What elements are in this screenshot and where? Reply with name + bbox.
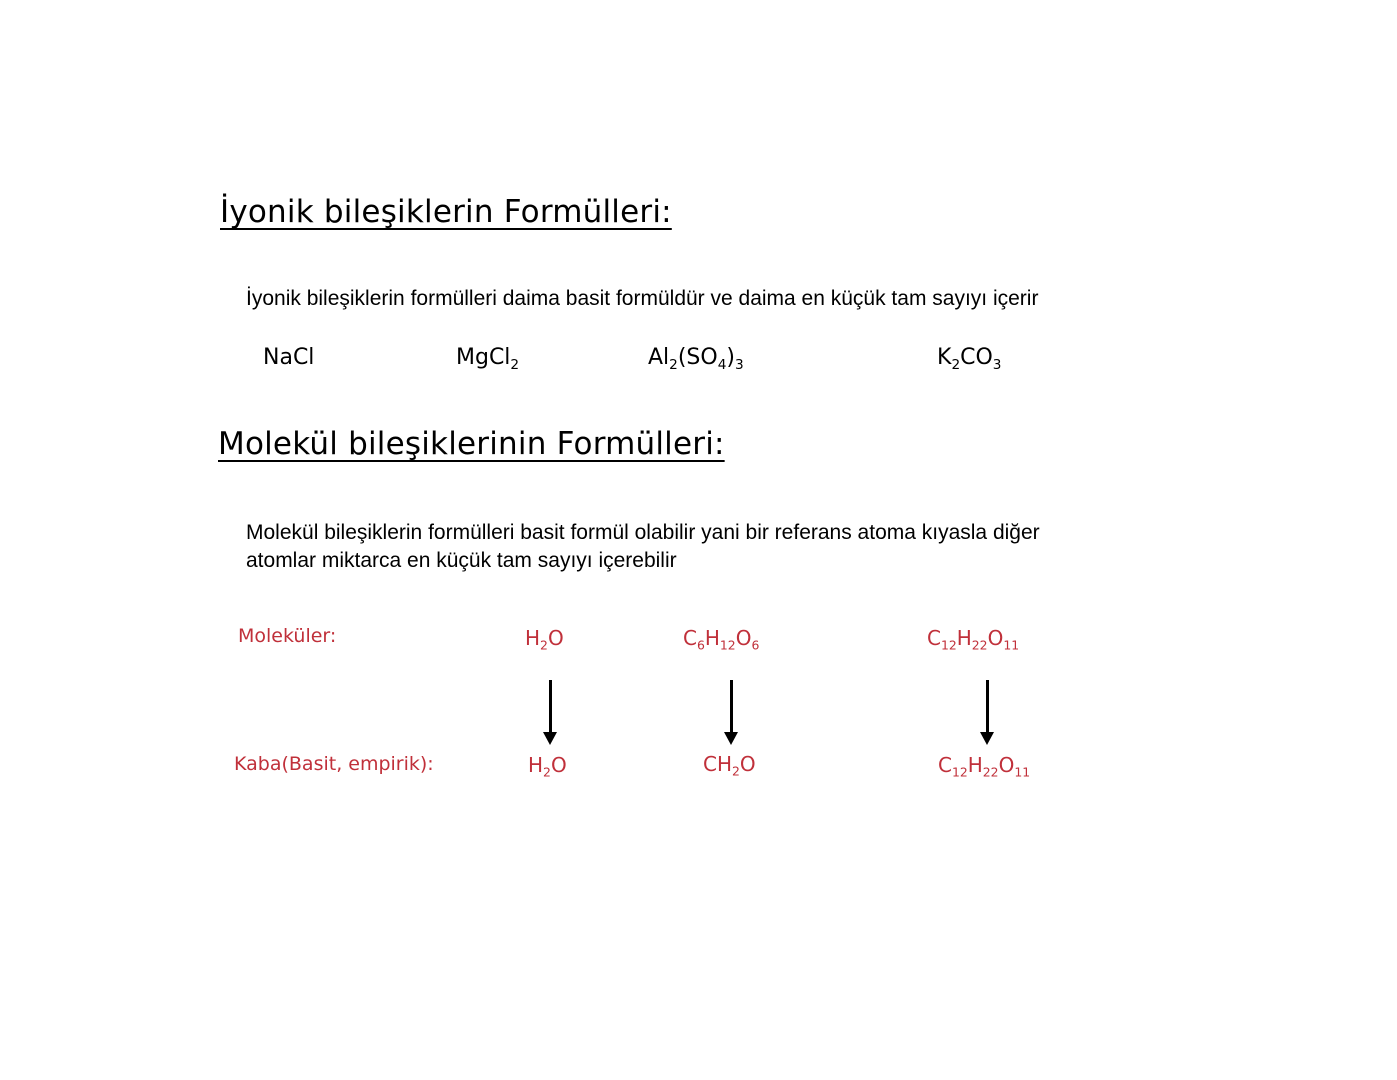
molecule-c12h22o11: $C_{12}H_{22}O_{11}$ xyxy=(927,626,1020,653)
ionic-heading: İyonik bileşiklerin Formülleri: xyxy=(220,194,672,230)
formula-nacl: NaCl xyxy=(263,345,315,370)
molecular-description-line1: Molekül bileşiklerin formülleri basit formül olabilir yani bir referans atoma kıyasla diğer xyxy=(246,521,1040,544)
empirical-c12h22o11: $C_{12}H_{22}O_{11}$ xyxy=(938,753,1031,780)
empirical-label: Kaba(Basit, empirik): xyxy=(234,753,434,775)
formula-al2so43: $Al_2(SO_4)_3$ xyxy=(648,345,744,373)
formula-mgcl2: MgCl$_2$ xyxy=(456,345,520,373)
molecules-label: Moleküler: xyxy=(238,625,337,647)
ionic-description: İyonik bileşiklerin formülleri daima basit formüldür ve daima en küçük tam sayıyı içerir xyxy=(246,287,1039,310)
formula-k2co3: $K_2CO_3$ xyxy=(937,345,1002,373)
empirical-h2o: $H_2O$ xyxy=(528,753,567,780)
empirical-ch2o: $CH_2O$ xyxy=(703,752,756,779)
molecule-c6h12o6: $C_6H_{12}O_6$ xyxy=(683,626,760,653)
molecular-description-line2: atomlar miktarca en küçük tam sayıyı içerebilir xyxy=(246,549,677,572)
molecule-h2o: $H_2O$ xyxy=(525,626,564,653)
molecular-heading: Molekül bileşiklerinin Formülleri: xyxy=(218,426,725,462)
